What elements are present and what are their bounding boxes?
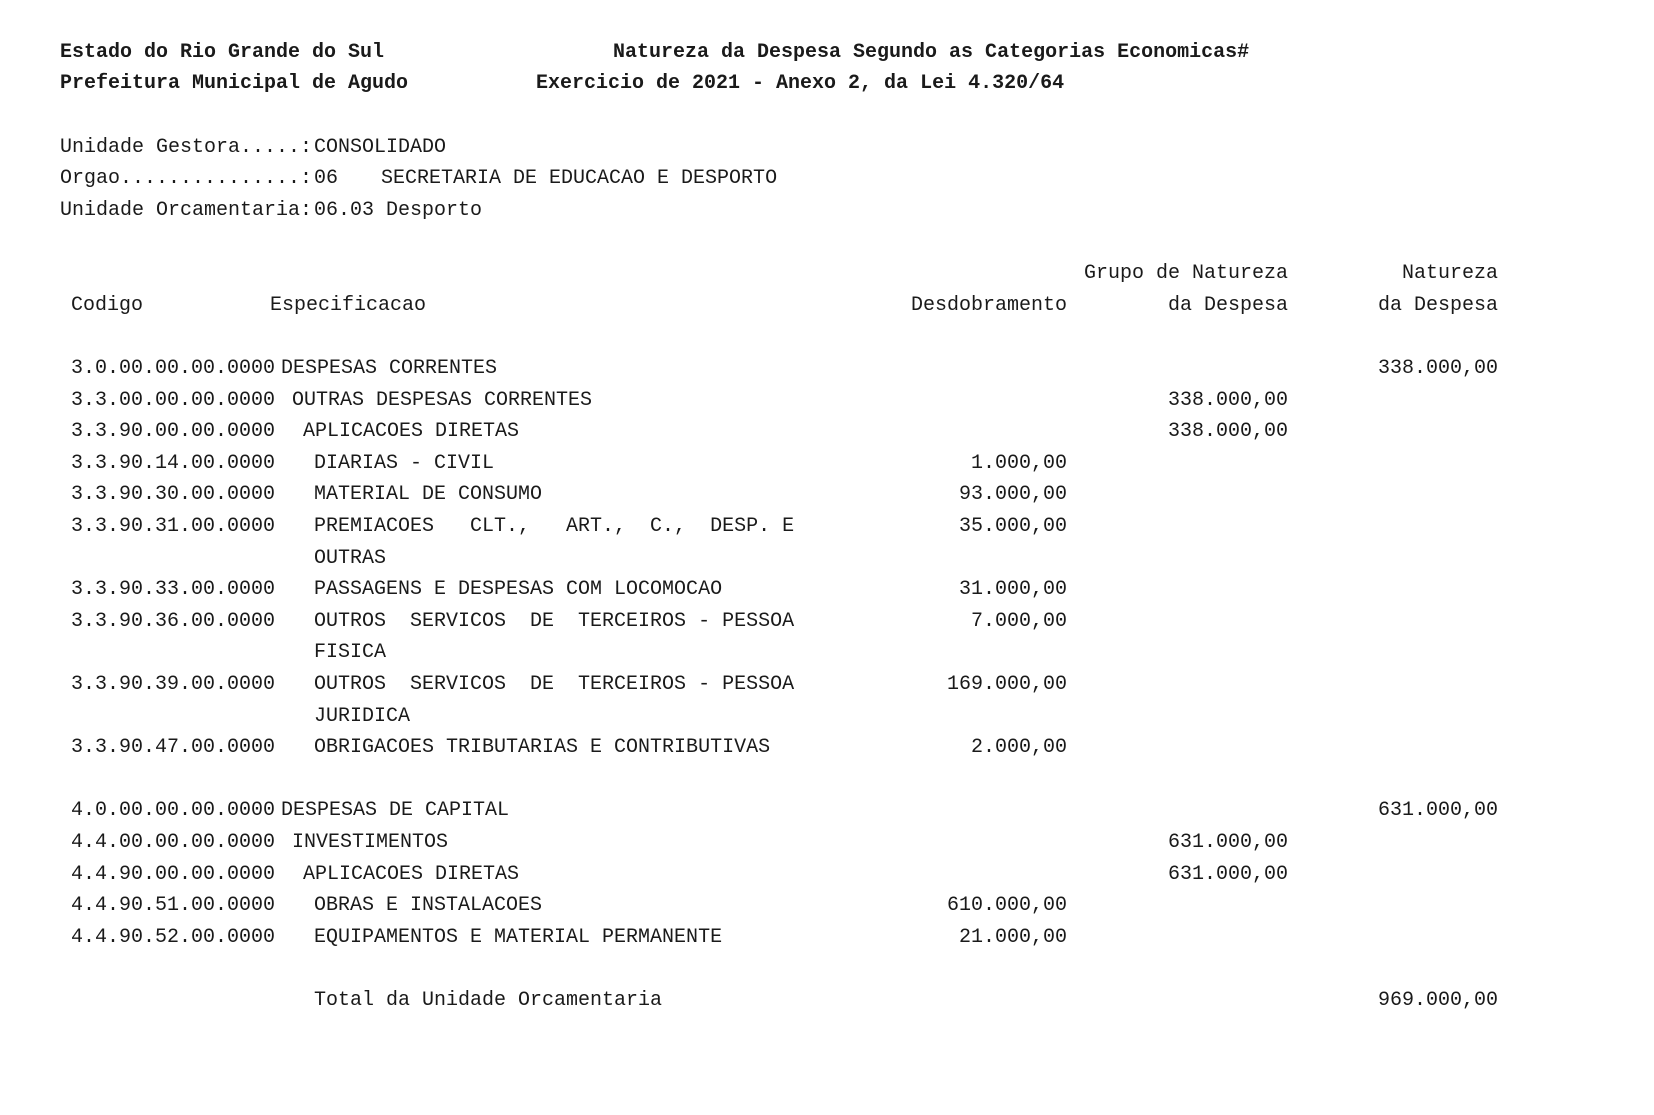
orgao-name: SECRETARIA DE EDUCACAO E DESPORTO [381, 167, 778, 190]
total-value: 969.000,00 [1377, 989, 1498, 1012]
row-grupo-natureza: 631.000,00 [1167, 831, 1288, 854]
unidade-orcamentaria-value: 06.03 Desporto [314, 199, 483, 222]
unidade-orcamentaria-label: Unidade Orcamentaria: [60, 199, 313, 222]
row-specification: OBRAS E INSTALACOES [314, 894, 543, 918]
row-desdobramento: 169.000,00 [946, 673, 1067, 696]
row-code: 4.0.00.00.00.0000 [71, 799, 276, 823]
row-code: 3.3.90.36.00.0000 [71, 609, 276, 633]
row-code: 3.3.90.30.00.0000 [71, 483, 276, 507]
column-header-natureza-line1: Natureza [1401, 262, 1498, 285]
row-code: 3.0.00.00.00.0000 [71, 357, 276, 380]
row-specification: MATERIAL DE CONSUMO [314, 483, 543, 507]
column-header-grupo-line2: da Despesa [1167, 294, 1288, 317]
orgao-label: Orgao...............: [60, 167, 313, 190]
row-grupo-natureza: 631.000,00 [1167, 862, 1288, 886]
row-code: 3.3.90.14.00.0000 [71, 451, 276, 475]
orgao-code: 06 [314, 167, 339, 190]
row-specification: PASSAGENS E DESPESAS COM LOCOMOCAO [314, 578, 723, 602]
row-code: 3.3.00.00.00.0000 [71, 388, 276, 412]
row-code: 3.3.90.33.00.0000 [71, 578, 276, 602]
row-specification: JURIDICA [314, 704, 411, 728]
state-name: Estado do Rio Grande do Sul [60, 41, 385, 64]
row-specification: OUTRAS [314, 546, 387, 570]
row-desdobramento: 35.000,00 [958, 515, 1067, 538]
report-subtitle: Exercicio de 2021 - Anexo 2, da Lei 4.320/64 [536, 72, 1065, 95]
column-header-especificacao: Especificacao [270, 294, 427, 317]
report-title: Natureza da Despesa Segundo as Categorias Economicas# [613, 41, 1250, 64]
row-specification: FISICA [314, 641, 387, 665]
row-desdobramento: 93.000,00 [958, 483, 1067, 507]
unidade-gestora-label: Unidade Gestora.....: [60, 136, 313, 159]
row-specification: INVESTIMENTOS [292, 831, 449, 854]
row-desdobramento: 1.000,00 [970, 451, 1067, 475]
row-natureza: 631.000,00 [1377, 799, 1498, 823]
row-specification: DESPESAS CORRENTES [281, 357, 498, 380]
column-header-grupo-line1: Grupo de Natureza [1083, 262, 1288, 285]
row-desdobramento: 2.000,00 [970, 736, 1067, 760]
unidade-gestora-value: CONSOLIDADO [314, 136, 447, 159]
row-specification: OUTROS SERVICOS DE TERCEIROS - PESSOA [314, 673, 795, 696]
row-code: 4.4.90.51.00.0000 [71, 894, 276, 918]
row-grupo-natureza: 338.000,00 [1167, 420, 1288, 444]
row-desdobramento: 7.000,00 [970, 609, 1067, 633]
row-code: 4.4.90.52.00.0000 [71, 925, 276, 949]
column-header-natureza-line2: da Despesa [1377, 294, 1498, 317]
row-specification: EQUIPAMENTOS E MATERIAL PERMANENTE [314, 925, 723, 949]
row-specification: APLICACOES DIRETAS [303, 862, 520, 886]
municipality-name: Prefeitura Municipal de Agudo [60, 72, 409, 95]
row-specification: OUTROS SERVICOS DE TERCEIROS - PESSOA [314, 609, 795, 633]
total-label: Total da Unidade Orcamentaria [314, 989, 663, 1012]
row-specification: DIARIAS - CIVIL [314, 451, 495, 475]
row-code: 3.3.90.00.00.0000 [71, 420, 276, 444]
row-code: 3.3.90.39.00.0000 [71, 673, 276, 696]
column-header-codigo: Codigo [71, 294, 144, 317]
row-code: 3.3.90.47.00.0000 [71, 736, 276, 760]
row-desdobramento: 610.000,00 [946, 894, 1067, 918]
row-specification: PREMIACOES CLT., ART., C., DESP. E [314, 515, 795, 538]
row-specification: OUTRAS DESPESAS CORRENTES [292, 388, 593, 412]
row-specification: OBRIGACOES TRIBUTARIAS E CONTRIBUTIVAS [314, 736, 771, 760]
row-code: 4.4.00.00.00.0000 [71, 831, 276, 854]
row-code: 4.4.90.00.00.0000 [71, 862, 276, 886]
row-specification: APLICACOES DIRETAS [303, 420, 520, 444]
row-specification: DESPESAS DE CAPITAL [281, 799, 510, 823]
row-desdobramento: 21.000,00 [958, 925, 1067, 949]
row-desdobramento: 31.000,00 [958, 578, 1067, 602]
row-grupo-natureza: 338.000,00 [1167, 388, 1288, 412]
row-code: 3.3.90.31.00.0000 [71, 515, 276, 538]
column-header-desdobramento: Desdobramento [910, 294, 1067, 317]
row-natureza: 338.000,00 [1377, 357, 1498, 380]
